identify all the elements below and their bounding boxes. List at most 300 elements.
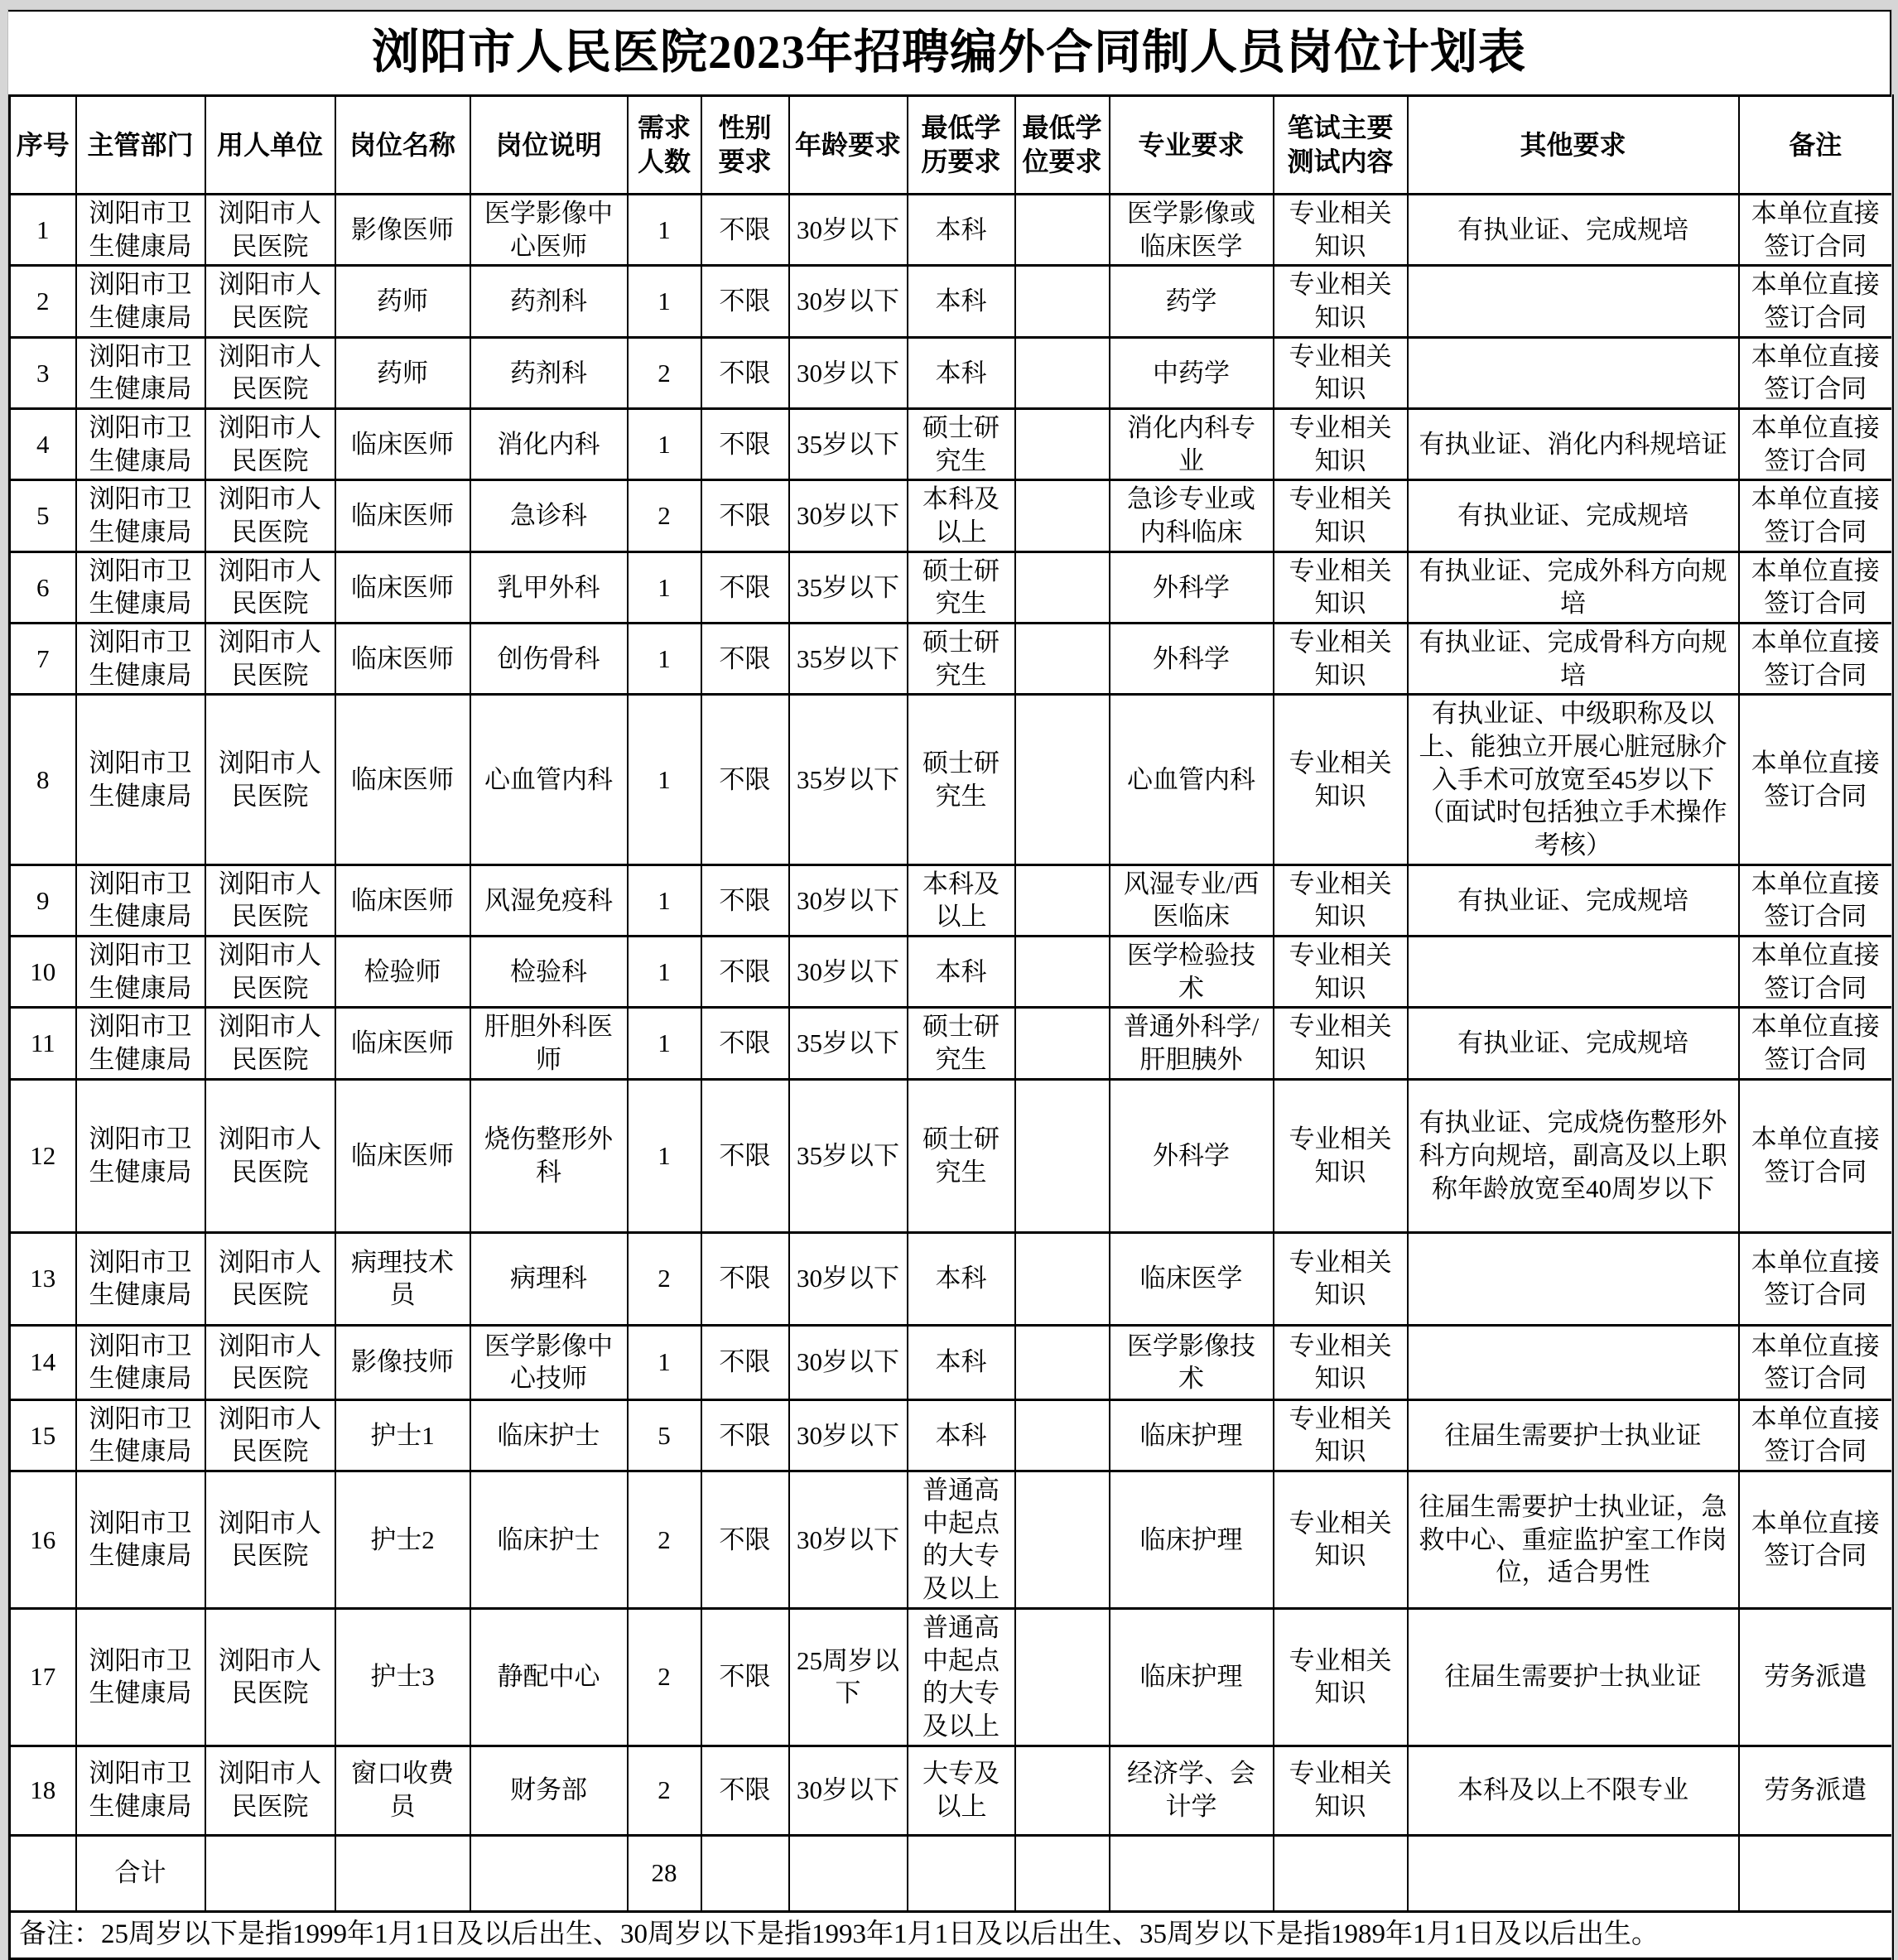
table-cell: 检验师	[335, 937, 470, 1008]
table-cell: 临床护士	[470, 1399, 628, 1471]
table-cell	[10, 1835, 76, 1911]
table-cell: 本科	[908, 195, 1015, 266]
table-cell: 不限	[701, 1746, 789, 1835]
table-cell: 不限	[701, 695, 789, 864]
table-cell: 35岁以下	[789, 409, 908, 480]
table-cell: 浏阳市卫生健康局	[76, 1746, 205, 1835]
table-cell: 浏阳市卫生健康局	[76, 551, 205, 623]
table-cell	[1015, 864, 1110, 936]
table-cell: 窗口收费员	[335, 1746, 470, 1835]
table-cell	[1015, 337, 1110, 408]
table-cell: 大专及以上	[908, 1746, 1015, 1835]
table-cell: 7	[10, 624, 76, 695]
table-row	[10, 695, 1893, 864]
table-cell: 本科	[908, 1399, 1015, 1471]
table-cell: 浏阳市人民医院	[205, 551, 335, 623]
table-cell: 有执业证、完成规培	[1408, 480, 1739, 551]
header-row	[10, 96, 1893, 195]
table-cell: 风湿专业/西医临床	[1110, 864, 1274, 936]
table-cell	[1015, 1471, 1110, 1609]
table-cell	[1015, 266, 1110, 337]
table-cell: 1	[628, 1008, 701, 1079]
table-cell: 本单位直接签订合同	[1739, 937, 1893, 1008]
table-cell: 浏阳市卫生健康局	[76, 195, 205, 266]
table-cell: 劳务派遣	[1739, 1608, 1893, 1746]
table-cell: 13	[10, 1232, 76, 1325]
table-cell: 30岁以下	[789, 266, 908, 337]
table-cell: 浏阳市人民医院	[205, 1079, 335, 1232]
recruitment-plan-table	[8, 94, 1894, 1960]
table-cell: 14	[10, 1325, 76, 1399]
table-cell: 浏阳市卫生健康局	[76, 1399, 205, 1471]
table-cell: 硕士研究生	[908, 551, 1015, 623]
table-cell: 专业相关知识	[1274, 1399, 1408, 1471]
table-cell: 1	[628, 409, 701, 480]
table-cell: 药剂科	[470, 266, 628, 337]
table-cell: 往届生需要护士执业证，急救中心、重症监护室工作岗位，适合男性	[1408, 1471, 1739, 1609]
table-cell	[1408, 1232, 1739, 1325]
table-cell: 创伤骨科	[470, 624, 628, 695]
column-header: 序号	[10, 96, 76, 195]
table-row	[10, 266, 1893, 337]
table-cell: 本单位直接签订合同	[1739, 624, 1893, 695]
table-cell: 30岁以下	[789, 1399, 908, 1471]
table-cell: 本单位直接签订合同	[1739, 266, 1893, 337]
table-cell: 不限	[701, 195, 789, 266]
table-cell: 30岁以下	[789, 1232, 908, 1325]
table-row	[10, 337, 1893, 408]
table-cell: 浏阳市卫生健康局	[76, 409, 205, 480]
table-cell: 本科	[908, 1232, 1015, 1325]
table-cell: 经济学、会计学	[1110, 1746, 1274, 1835]
table-cell: 药师	[335, 337, 470, 408]
footnote-text: 备注：25周岁以下是指1999年1月1日及以后出生、30周岁以下是指1993年1月1日及以后出生、35周岁以下是指1989年1月1日及以后出生。	[10, 1911, 1893, 1958]
table-cell: 外科学	[1110, 1079, 1274, 1232]
table-cell: 浏阳市人民医院	[205, 1746, 335, 1835]
table-cell: 2	[628, 1471, 701, 1609]
table-cell: 专业相关知识	[1274, 266, 1408, 337]
table-cell: 临床护士	[470, 1471, 628, 1609]
table-cell: 30岁以下	[789, 195, 908, 266]
table-cell: 本科及以上	[908, 864, 1015, 936]
table-cell: 药剂科	[470, 337, 628, 408]
table-cell: 硕士研究生	[908, 409, 1015, 480]
table-cell: 专业相关知识	[1274, 695, 1408, 864]
table-cell: 本科	[908, 266, 1015, 337]
table-cell: 本单位直接签订合同	[1739, 695, 1893, 864]
table-cell: 专业相关知识	[1274, 1079, 1408, 1232]
table-cell: 35岁以下	[789, 551, 908, 623]
table-cell: 本单位直接签订合同	[1739, 480, 1893, 551]
table-cell: 本单位直接签订合同	[1739, 195, 1893, 266]
table-row	[10, 1608, 1893, 1746]
table-cell: 不限	[701, 864, 789, 936]
table-cell: 专业相关知识	[1274, 1325, 1408, 1399]
table-cell: 外科学	[1110, 551, 1274, 623]
table-cell: 浏阳市人民医院	[205, 195, 335, 266]
table-cell: 浏阳市卫生健康局	[76, 1079, 205, 1232]
table-cell: 6	[10, 551, 76, 623]
table-cell	[1015, 1399, 1110, 1471]
table-cell: 有执业证、完成烧伤整形外科方向规培，副高及以上职称年龄放宽至40周岁以下	[1408, 1079, 1739, 1232]
table-cell: 硕士研究生	[908, 624, 1015, 695]
table-row	[10, 1325, 1893, 1399]
table-cell: 4	[10, 409, 76, 480]
table-row	[10, 624, 1893, 695]
column-header: 笔试主要测试内容	[1274, 96, 1408, 195]
table-cell: 中药学	[1110, 337, 1274, 408]
total-headcount: 28	[628, 1835, 701, 1911]
table-cell: 浏阳市人民医院	[205, 1608, 335, 1746]
table-row	[10, 937, 1893, 1008]
table-cell: 本单位直接签订合同	[1739, 864, 1893, 936]
table-cell	[335, 1835, 470, 1911]
footnote-row	[10, 1911, 1893, 1958]
table-cell: 临床医师	[335, 409, 470, 480]
table-cell: 8	[10, 695, 76, 864]
table-row	[10, 195, 1893, 266]
table-cell: 病理技术员	[335, 1232, 470, 1325]
table-cell	[1408, 937, 1739, 1008]
table-cell: 药师	[335, 266, 470, 337]
table-cell: 浏阳市卫生健康局	[76, 337, 205, 408]
table-cell	[1408, 1325, 1739, 1399]
table-cell	[1015, 695, 1110, 864]
column-header: 其他要求	[1408, 96, 1739, 195]
table-cell	[1015, 1746, 1110, 1835]
table-cell: 2	[628, 1746, 701, 1835]
table-cell: 财务部	[470, 1746, 628, 1835]
table-cell: 普通外科学/肝胆胰外	[1110, 1008, 1274, 1079]
table-cell: 浏阳市人民医院	[205, 1471, 335, 1609]
table-cell: 影像医师	[335, 195, 470, 266]
column-header: 用人单位	[205, 96, 335, 195]
table-cell: 3	[10, 337, 76, 408]
table-cell: 药学	[1110, 266, 1274, 337]
table-cell: 护士2	[335, 1471, 470, 1609]
table-cell: 不限	[701, 1471, 789, 1609]
table-cell: 浏阳市人民医院	[205, 937, 335, 1008]
table-cell: 浏阳市卫生健康局	[76, 695, 205, 864]
table-cell	[1015, 1608, 1110, 1746]
table-cell	[1015, 1008, 1110, 1079]
table-cell: 本科	[908, 337, 1015, 408]
table-cell: 17	[10, 1608, 76, 1746]
table-cell: 30岁以下	[789, 480, 908, 551]
table-cell: 检验科	[470, 937, 628, 1008]
table-cell: 医学影像或临床医学	[1110, 195, 1274, 266]
table-row	[10, 480, 1893, 551]
table-cell: 不限	[701, 937, 789, 1008]
table-cell: 临床医师	[335, 1079, 470, 1232]
table-cell: 18	[10, 1746, 76, 1835]
table-cell: 30岁以下	[789, 864, 908, 936]
table-cell: 不限	[701, 551, 789, 623]
table-cell: 浏阳市人民医院	[205, 409, 335, 480]
table-cell: 不限	[701, 1079, 789, 1232]
table-cell: 临床医师	[335, 1008, 470, 1079]
table-cell: 1	[628, 1079, 701, 1232]
table-row	[10, 551, 1893, 623]
table-cell: 2	[628, 1608, 701, 1746]
table-cell	[1015, 1079, 1110, 1232]
table-cell: 不限	[701, 1325, 789, 1399]
table-cell: 12	[10, 1079, 76, 1232]
table-cell: 浏阳市卫生健康局	[76, 480, 205, 551]
table-cell	[1015, 1325, 1110, 1399]
table-cell: 专业相关知识	[1274, 480, 1408, 551]
table-cell: 浏阳市卫生健康局	[76, 1608, 205, 1746]
table-cell: 急诊科	[470, 480, 628, 551]
table-cell: 35岁以下	[789, 1079, 908, 1232]
table-row	[10, 1399, 1893, 1471]
table-cell: 心血管内科	[1110, 695, 1274, 864]
total-label: 合计	[76, 1835, 205, 1911]
table-cell: 浏阳市人民医院	[205, 1399, 335, 1471]
table-cell: 本科及以上	[908, 480, 1015, 551]
table-cell: 不限	[701, 337, 789, 408]
table-cell: 不限	[701, 1399, 789, 1471]
table-cell	[1110, 1835, 1274, 1911]
table-cell: 30岁以下	[789, 1471, 908, 1609]
table-cell: 本单位直接签订合同	[1739, 337, 1893, 408]
table-cell: 专业相关知识	[1274, 195, 1408, 266]
table-cell: 医学检验技术	[1110, 937, 1274, 1008]
table-cell	[1408, 266, 1739, 337]
table-cell: 临床医学	[1110, 1232, 1274, 1325]
table-cell: 浏阳市卫生健康局	[76, 864, 205, 936]
table-cell: 不限	[701, 1008, 789, 1079]
table-cell: 专业相关知识	[1274, 1232, 1408, 1325]
table-cell: 往届生需要护士执业证	[1408, 1399, 1739, 1471]
table-cell: 本科及以上不限专业	[1408, 1746, 1739, 1835]
table-cell: 临床医师	[335, 480, 470, 551]
table-cell: 医学影像中心医师	[470, 195, 628, 266]
table-cell: 硕士研究生	[908, 1008, 1015, 1079]
table-cell: 医学影像中心技师	[470, 1325, 628, 1399]
table-cell: 不限	[701, 409, 789, 480]
table-cell: 有执业证、完成外科方向规培	[1408, 551, 1739, 623]
table-cell: 浏阳市卫生健康局	[76, 266, 205, 337]
table-cell: 风湿免疫科	[470, 864, 628, 936]
table-cell: 30岁以下	[789, 337, 908, 408]
table-cell: 消化内科	[470, 409, 628, 480]
table-cell	[1739, 1835, 1893, 1911]
table-cell: 1	[628, 695, 701, 864]
table-cell: 专业相关知识	[1274, 1746, 1408, 1835]
column-header: 最低学位要求	[1015, 96, 1110, 195]
table-row	[10, 409, 1893, 480]
column-header: 需求人数	[628, 96, 701, 195]
table-cell	[1015, 195, 1110, 266]
table-cell: 心血管内科	[470, 695, 628, 864]
table-cell: 35岁以下	[789, 624, 908, 695]
table-cell	[1015, 551, 1110, 623]
table-cell: 5	[10, 480, 76, 551]
table-cell: 2	[628, 1232, 701, 1325]
table-cell: 浏阳市卫生健康局	[76, 1471, 205, 1609]
table-cell: 1	[628, 1325, 701, 1399]
table-cell: 有执业证、完成骨科方向规培	[1408, 624, 1739, 695]
table-cell: 有执业证、中级职称及以上、能独立开展心脏冠脉介入手术可放宽至45岁以下（面试时包括独立手术操作考核）	[1408, 695, 1739, 864]
table-cell: 本单位直接签订合同	[1739, 1008, 1893, 1079]
table-cell: 5	[628, 1399, 701, 1471]
table-cell: 10	[10, 937, 76, 1008]
page-title: 浏阳市人民医院2023年招聘编外合同制人员岗位计划表	[8, 10, 1891, 94]
table-cell: 硕士研究生	[908, 1079, 1015, 1232]
table-cell: 临床医师	[335, 624, 470, 695]
table-cell: 普通高中起点的大专及以上	[908, 1608, 1015, 1746]
table-cell: 护士3	[335, 1608, 470, 1746]
table-cell: 本单位直接签订合同	[1739, 1399, 1893, 1471]
table-cell: 25周岁以下	[789, 1608, 908, 1746]
table-cell: 临床护理	[1110, 1608, 1274, 1746]
table-cell: 30岁以下	[789, 1325, 908, 1399]
table-cell: 硕士研究生	[908, 695, 1015, 864]
table-cell	[1015, 1232, 1110, 1325]
table-cell: 影像技师	[335, 1325, 470, 1399]
table-cell: 35岁以下	[789, 695, 908, 864]
table-cell: 1	[10, 195, 76, 266]
table-cell: 专业相关知识	[1274, 337, 1408, 408]
column-header: 性别要求	[701, 96, 789, 195]
table-cell: 临床护理	[1110, 1471, 1274, 1609]
table-row	[10, 1746, 1893, 1835]
table-cell: 消化内科专业	[1110, 409, 1274, 480]
table-cell: 30岁以下	[789, 937, 908, 1008]
table-cell	[701, 1835, 789, 1911]
table-cell	[1015, 937, 1110, 1008]
table-cell: 浏阳市卫生健康局	[76, 1232, 205, 1325]
table-cell: 1	[628, 624, 701, 695]
table-cell: 专业相关知识	[1274, 1008, 1408, 1079]
table-cell: 35岁以下	[789, 1008, 908, 1079]
table-cell: 1	[628, 864, 701, 936]
table-cell: 不限	[701, 266, 789, 337]
table-cell: 肝胆外科医师	[470, 1008, 628, 1079]
table-cell: 浏阳市卫生健康局	[76, 1325, 205, 1399]
table-cell: 2	[10, 266, 76, 337]
table-cell	[789, 1835, 908, 1911]
table-cell: 静配中心	[470, 1608, 628, 1746]
table-cell: 专业相关知识	[1274, 1608, 1408, 1746]
table-row	[10, 1232, 1893, 1325]
column-header: 专业要求	[1110, 96, 1274, 195]
table-cell: 本单位直接签订合同	[1739, 1079, 1893, 1232]
table-cell: 医学影像技术	[1110, 1325, 1274, 1399]
column-header: 最低学历要求	[908, 96, 1015, 195]
table-cell: 专业相关知识	[1274, 937, 1408, 1008]
table-cell: 急诊专业或内科临床	[1110, 480, 1274, 551]
table-cell: 浏阳市卫生健康局	[76, 937, 205, 1008]
table-cell: 15	[10, 1399, 76, 1471]
table-cell: 1	[628, 195, 701, 266]
column-header: 备注	[1739, 96, 1893, 195]
table-cell: 1	[628, 937, 701, 1008]
column-header: 主管部门	[76, 96, 205, 195]
table-cell	[1015, 624, 1110, 695]
table-cell: 11	[10, 1008, 76, 1079]
table-cell: 浏阳市卫生健康局	[76, 1008, 205, 1079]
table-cell: 烧伤整形外科	[470, 1079, 628, 1232]
table-cell: 不限	[701, 1232, 789, 1325]
column-header: 岗位名称	[335, 96, 470, 195]
table-cell	[1408, 337, 1739, 408]
total-row	[10, 1835, 1893, 1911]
table-cell: 不限	[701, 480, 789, 551]
table-cell: 专业相关知识	[1274, 1471, 1408, 1609]
table-cell: 有执业证、完成规培	[1408, 1008, 1739, 1079]
table-cell: 往届生需要护士执业证	[1408, 1608, 1739, 1746]
column-header: 岗位说明	[470, 96, 628, 195]
table-cell: 本单位直接签订合同	[1739, 1325, 1893, 1399]
table-cell	[1015, 480, 1110, 551]
column-header: 年龄要求	[789, 96, 908, 195]
table-cell: 浏阳市人民医院	[205, 695, 335, 864]
table-cell: 浏阳市人民医院	[205, 1232, 335, 1325]
table-cell: 专业相关知识	[1274, 864, 1408, 936]
table-cell: 浏阳市人民医院	[205, 624, 335, 695]
table-cell: 有执业证、消化内科规培证	[1408, 409, 1739, 480]
table-row	[10, 864, 1893, 936]
table-cell: 16	[10, 1471, 76, 1609]
table-cell	[470, 1835, 628, 1911]
table-row	[10, 1079, 1893, 1232]
table-cell: 9	[10, 864, 76, 936]
table-cell: 浏阳市人民医院	[205, 1325, 335, 1399]
table-body	[10, 195, 1893, 1836]
table-cell: 浏阳市人民医院	[205, 1008, 335, 1079]
table-row	[10, 1008, 1893, 1079]
spreadsheet-page	[8, 10, 1891, 1960]
table-cell: 浏阳市人民医院	[205, 480, 335, 551]
table-cell: 专业相关知识	[1274, 409, 1408, 480]
table-cell	[1015, 1835, 1110, 1911]
table-cell: 2	[628, 480, 701, 551]
table-cell: 有执业证、完成规培	[1408, 864, 1739, 936]
table-cell: 乳甲外科	[470, 551, 628, 623]
table-cell: 不限	[701, 1608, 789, 1746]
table-cell: 专业相关知识	[1274, 551, 1408, 623]
table-cell: 1	[628, 551, 701, 623]
table-cell	[1015, 409, 1110, 480]
table-cell: 本单位直接签订合同	[1739, 1232, 1893, 1325]
table-cell: 有执业证、完成规培	[1408, 195, 1739, 266]
table-cell: 病理科	[470, 1232, 628, 1325]
table-cell	[1274, 1835, 1408, 1911]
table-cell: 浏阳市人民医院	[205, 266, 335, 337]
table-cell: 专业相关知识	[1274, 624, 1408, 695]
table-cell: 普通高中起点的大专及以上	[908, 1471, 1015, 1609]
table-row	[10, 1471, 1893, 1609]
table-cell: 护士1	[335, 1399, 470, 1471]
table-cell: 临床医师	[335, 864, 470, 936]
table-cell: 浏阳市人民医院	[205, 337, 335, 408]
table-cell: 浏阳市卫生健康局	[76, 624, 205, 695]
table-cell: 不限	[701, 624, 789, 695]
table-cell: 本单位直接签订合同	[1739, 551, 1893, 623]
table-cell: 浏阳市人民医院	[205, 864, 335, 936]
table-cell: 外科学	[1110, 624, 1274, 695]
table-cell: 临床护理	[1110, 1399, 1274, 1471]
table-cell: 1	[628, 266, 701, 337]
table-cell: 本科	[908, 937, 1015, 1008]
table-cell	[205, 1835, 335, 1911]
table-cell: 2	[628, 337, 701, 408]
table-cell: 临床医师	[335, 695, 470, 864]
table-cell: 本单位直接签订合同	[1739, 1471, 1893, 1609]
table-cell	[1408, 1835, 1739, 1911]
